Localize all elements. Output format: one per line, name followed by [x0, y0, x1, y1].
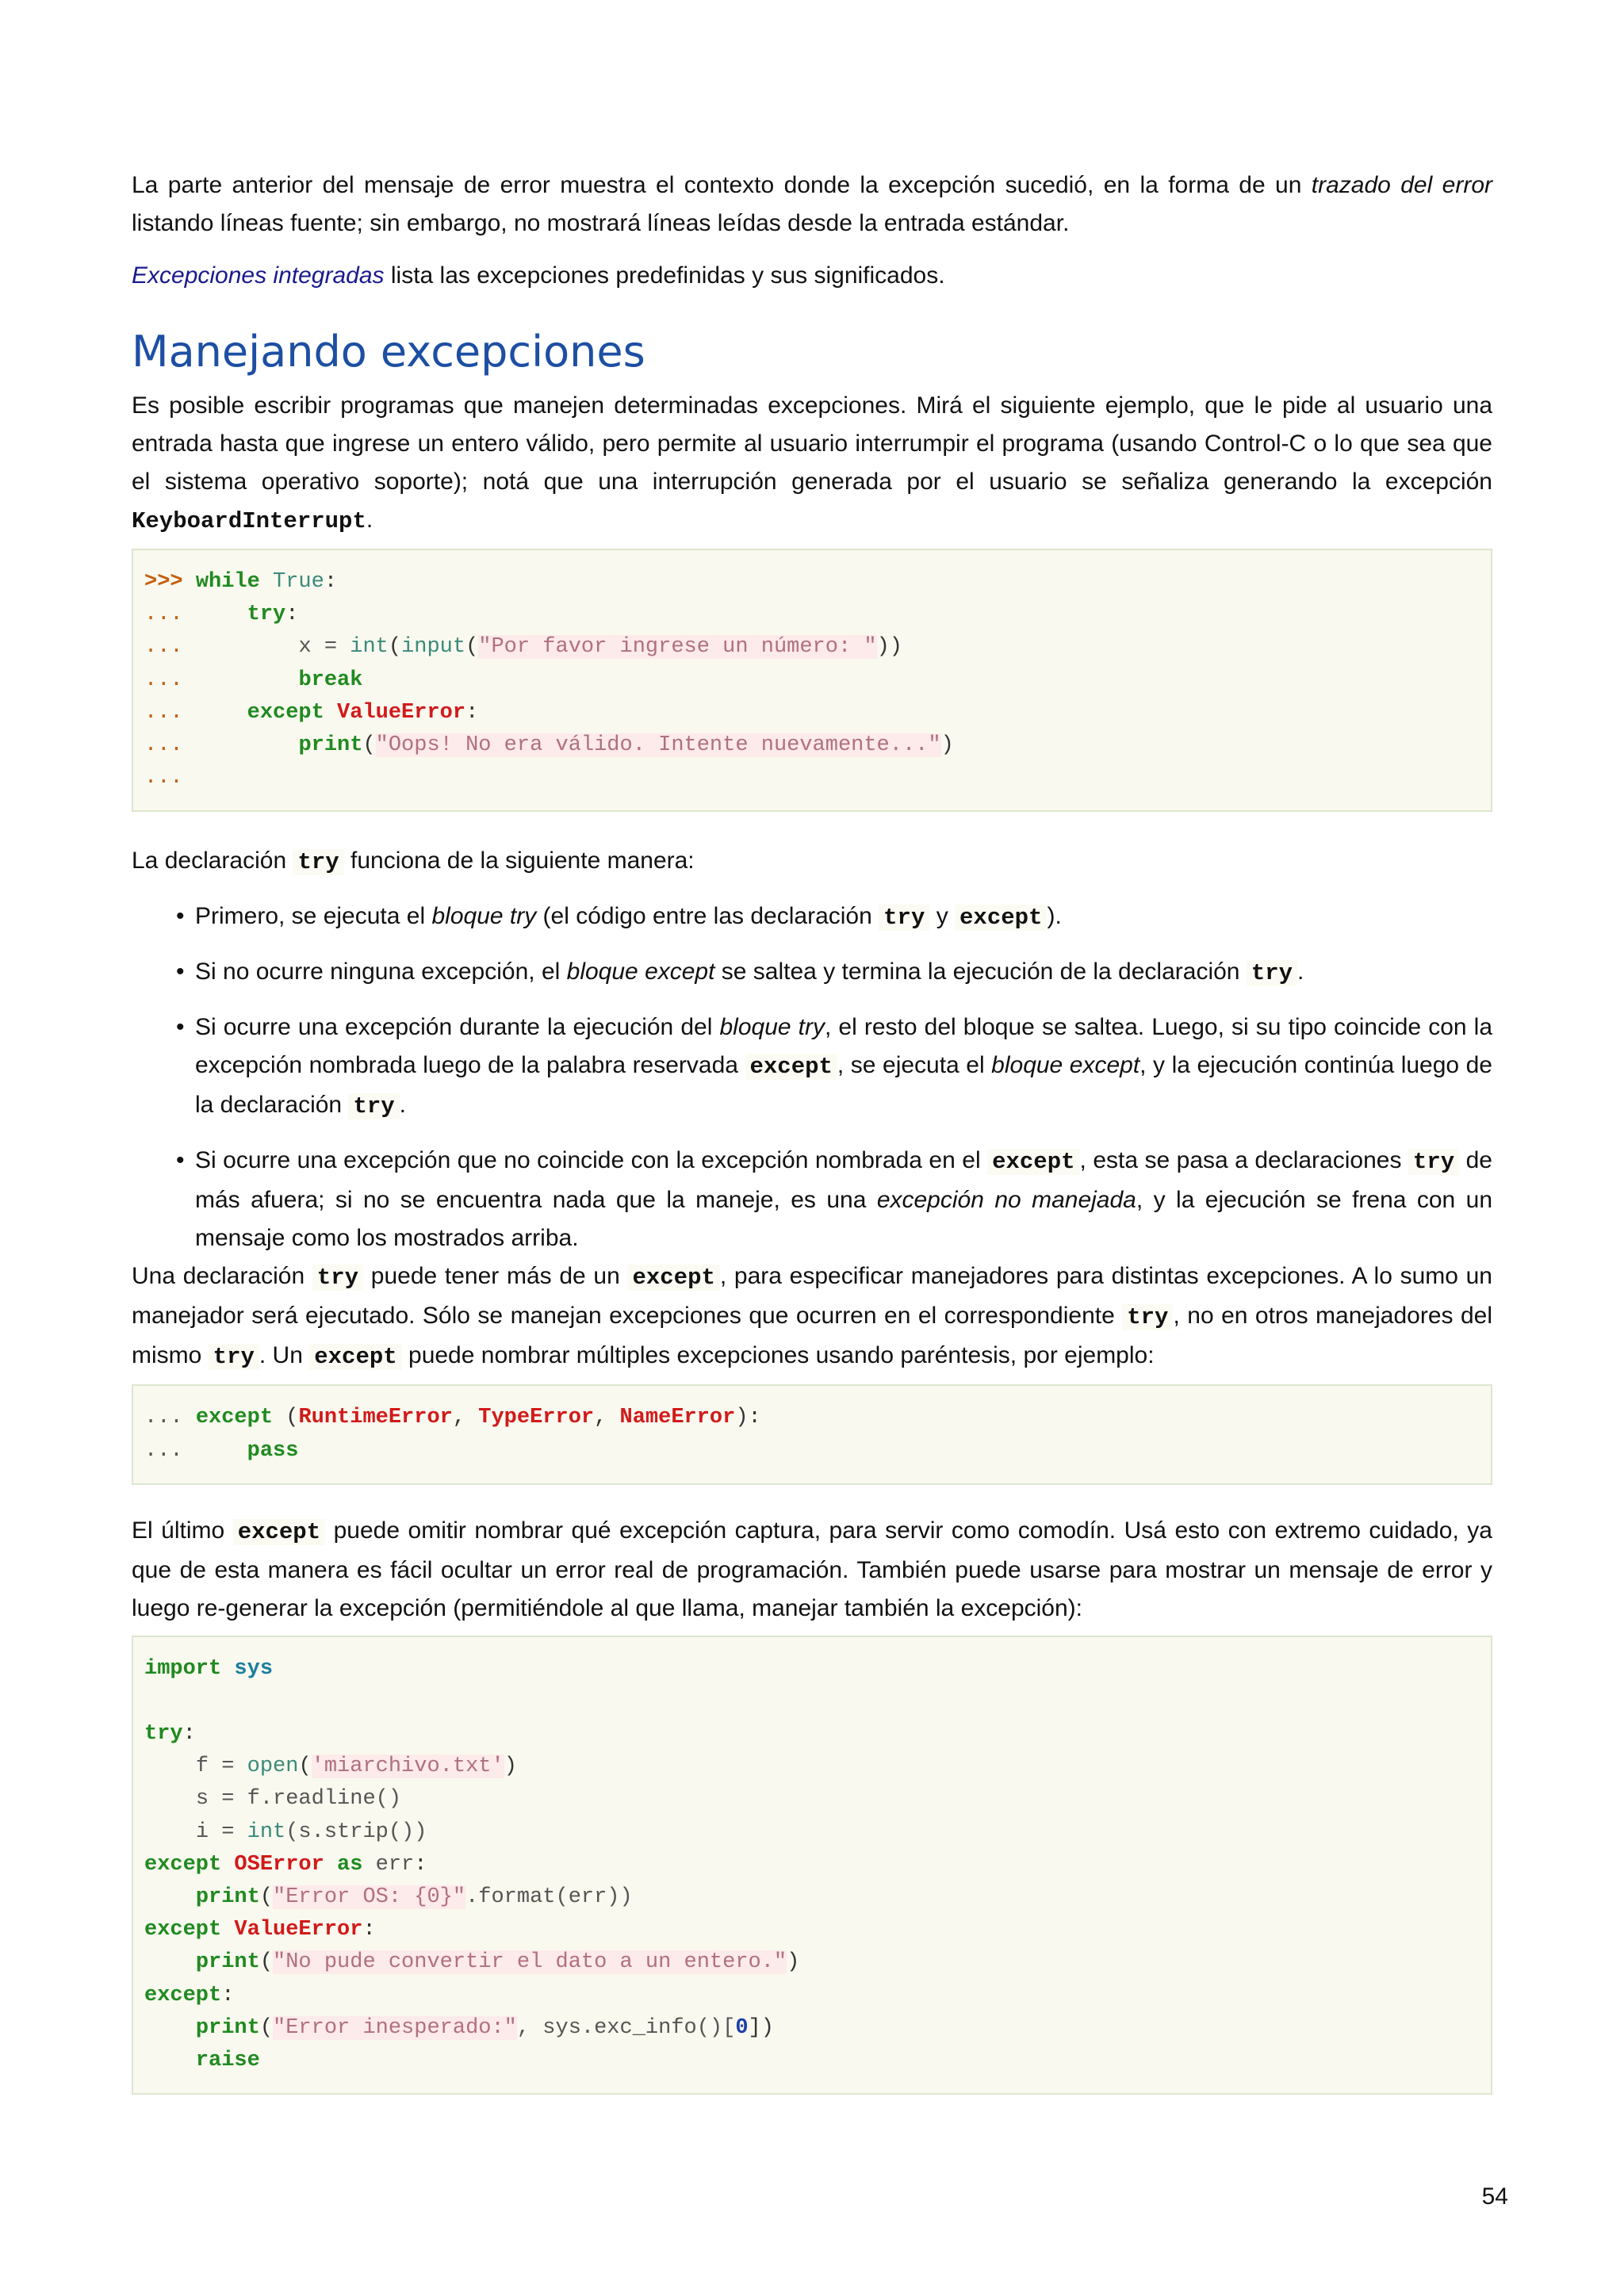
code-block-while-loop: >>> while True: ... try: ... x = int(input("Por favor ingrese un número: ")) ... break ... except ValueError: ... print("Oops! No era válido. Intente nuevamente...") ... — [132, 549, 1492, 812]
builtin-exceptions-paragraph: Excepciones integradas lista las excepciones predefinidas y sus significados. — [132, 262, 945, 289]
page-number: 54 — [1481, 2183, 1508, 2210]
builtin-exceptions-link[interactable]: Excepciones integradas — [132, 262, 385, 289]
page-content — [132, 166, 1492, 2095]
list-item: • Si ocurre una excepción que no coincide con la excepción nombrada en el except , esta se pasa a declaraciones try de más afuera; si no se encuentra nada que la maneje, es una excepción no manejada, y la ejecución se frena con un mensaje como los mostrados arriba. — [132, 1142, 1492, 1257]
list-item: • Primero, se ejecuta el bloque try (el código entre las declaración try y except ). — [132, 897, 1492, 937]
try-steps-list — [132, 897, 1492, 1257]
multiple-except-paragraph: Una declaración try puede tener más de un except , para especificar manejadores para distintas excepciones. A lo sumo un manejador será ejecutado. Sólo se manejan excepciones que ocurren en el correspondiente try , no en otros manejadores del mismo try . Un except puede nombrar múltiples excepciones usando paréntesis, por ejemplo: — [132, 1263, 1492, 1371]
intro-paragraph: La parte anterior del mensaje de error muestra el contexto donde la excepción sucedió, en la forma de un trazado del error listando líneas fuente; sin embargo, no mostrará líneas leídas desde la entrada estándar. — [132, 172, 1493, 236]
code-block-file-read: import sys try: f = open('miarchivo.txt') s = f.readline() i = int(s.strip()) except OSError as err: print("Error OS: {0}".format(err)) except ValueError: print("No pude convertir el dato a un entero.") except: print("Error inesperado:", sys.exc_info()[0]) raise — [132, 1636, 1492, 2095]
code-block-multiple-except: ... except (RuntimeError, TypeError, NameError): ... pass — [132, 1384, 1492, 1484]
wildcard-except-paragraph: El último except puede omitir nombrar qué excepción captura, para servir como comodín. Usá esto con extremo cuidado, ya que de esta manera es fácil ocultar un error real de programación. También puede usarse para mostrar un mensaje de error y luego re-generar la excepción (permitiéndole al que llama, manejar también la excepción): — [132, 1517, 1492, 1621]
section-title: Manejando excepciones — [132, 327, 645, 377]
handling-intro-paragraph: Es posible escribir programas que manejen determinadas excepciones. Mirá el siguiente ejemplo, que le pide al usuario una entrada hasta que ingrese un entero válido, pero permite al usuario interrumpir el programa (usando Control-C o lo que sea que el sistema operativo soporte); notá que una interrupción generada por el usuario se señaliza generando la excepción KeyboardInterrupt. — [132, 392, 1492, 534]
list-item: • Si ocurre una excepción durante la ejecución del bloque try, el resto del bloque se saltea. Luego, si su tipo coincide con la excepción nombrada luego de la palabra reservada except , se ejecuta el bloque except, y la ejecución continúa luego de la declaración try . — [132, 1008, 1492, 1126]
list-item: • Si no ocurre ninguna excepción, el bloque except se saltea y termina la ejecución de la declaración try . — [132, 953, 1492, 993]
try-explanation-paragraph: La declaración try funciona de la siguiente manera: — [132, 848, 695, 876]
